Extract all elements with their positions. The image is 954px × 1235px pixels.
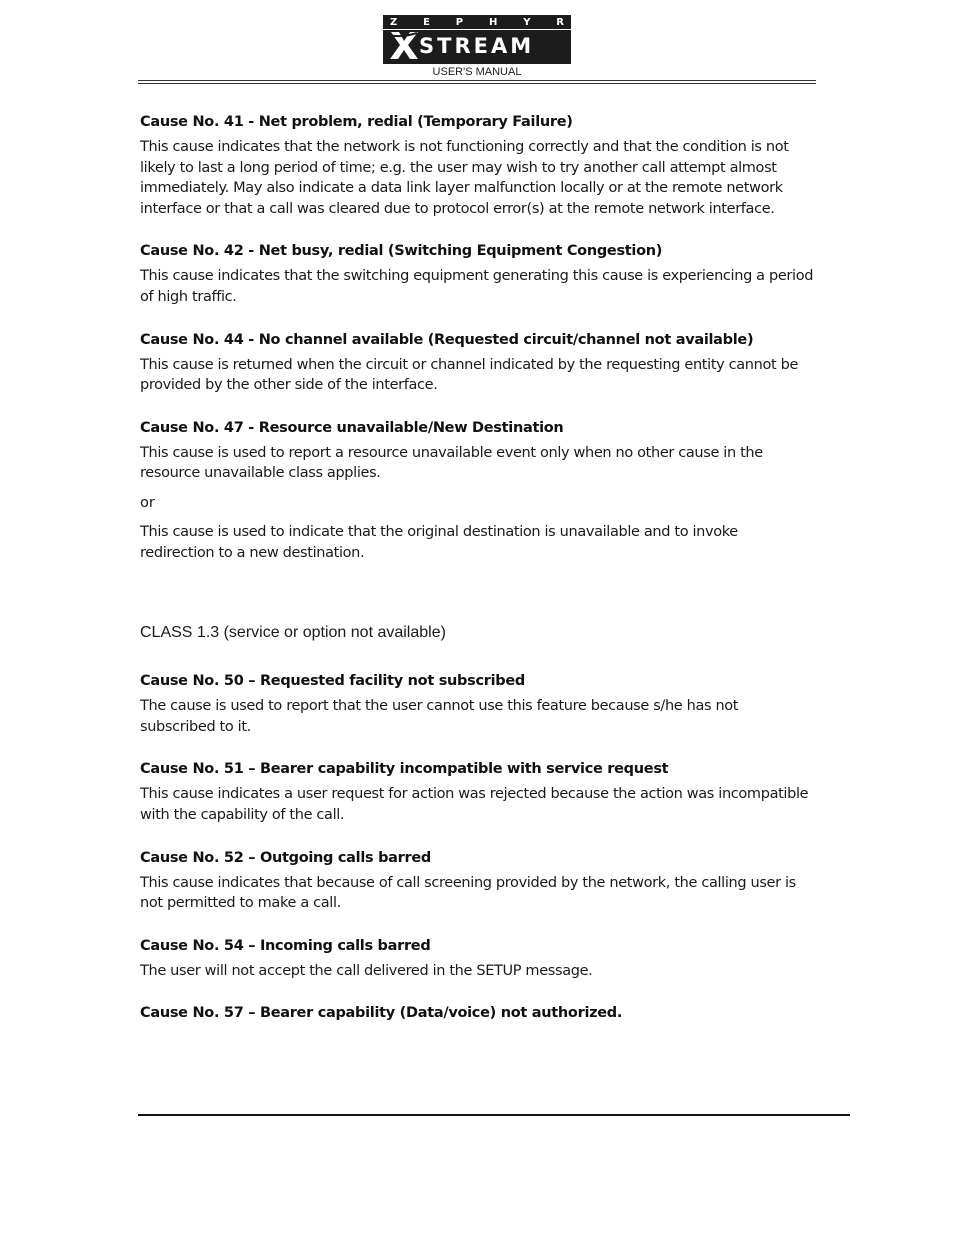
cause-heading: Cause No. 50 – Requested facility not subscribed bbox=[140, 673, 525, 690]
logo-letter: Z bbox=[390, 16, 398, 28]
cause-heading: Cause No. 47 - Resource unavailable/New Destination bbox=[140, 419, 564, 436]
cause-heading: Cause No. 44 - No channel available (Requested circuit/channel not available) bbox=[140, 331, 754, 348]
footer-divider bbox=[138, 1114, 850, 1116]
cause-heading: Cause No. 41 - Net problem, redial (Temporary Failure) bbox=[140, 114, 573, 130]
cause-description: This cause is used to report a resource unavailable event only when no other cause in the resource unavailable class applies. bbox=[140, 444, 763, 482]
logo-letter: P bbox=[455, 16, 464, 28]
cause-section bbox=[140, 112, 816, 219]
cause-section bbox=[140, 936, 816, 982]
logo-brand-letters bbox=[383, 15, 571, 30]
header-divider bbox=[138, 80, 816, 81]
manual-label: USER'S MANUAL bbox=[432, 66, 522, 78]
logo-letter: E bbox=[423, 16, 430, 28]
cause-description: The user will not accept the call delivered in the SETUP message. bbox=[140, 962, 593, 979]
cause-section bbox=[140, 848, 816, 914]
logo-letter: H bbox=[488, 16, 498, 28]
logo-x-mark-icon bbox=[389, 29, 419, 62]
logo-letter: Y bbox=[523, 16, 531, 28]
cause-description: This cause indicates that the switching equipment generating this cause is experiencing a period of high traffic. bbox=[140, 268, 814, 305]
cause-section bbox=[140, 241, 816, 307]
cause-section bbox=[140, 330, 816, 396]
cause-section bbox=[140, 759, 816, 825]
cause-description: This cause indicates a user request for action was rejected because the action was incompatible with the capability of the call. bbox=[140, 786, 809, 823]
cause-section bbox=[140, 418, 816, 563]
cause-section bbox=[140, 671, 816, 737]
cause-heading: Cause No. 51 – Bearer capability incompatible with service request bbox=[140, 761, 669, 778]
cause-heading: Cause No. 57 – Bearer capability (Data/voice) not authorized. bbox=[140, 1005, 623, 1022]
cause-heading: Cause No. 52 – Outgoing calls barred bbox=[140, 849, 431, 866]
cause-description: This cause indicates that because of call screening provided by the network, the calling user is not permitted to make a call. bbox=[140, 874, 796, 912]
or-separator: or bbox=[140, 494, 155, 511]
cause-section bbox=[140, 1003, 816, 1024]
cause-description: This cause is returned when the circuit or channel indicated by the requesting entity cannot be provided by the other side of the interface. bbox=[140, 356, 799, 394]
logo-letter: R bbox=[556, 16, 564, 28]
header-divider bbox=[138, 83, 816, 84]
logo-wordmark: STREAM bbox=[419, 34, 535, 58]
class-heading: CLASS 1.3 (service or option not available) bbox=[140, 624, 446, 642]
cause-description: The cause is used to report that the user cannot use this feature because s/he has not subscribed to it. bbox=[140, 698, 739, 735]
cause-description: This cause indicates that the network is not functioning correctly and that the condition is not likely to last a long period of time; e.g. the user may wish to try another call attempt almost immediately. May also indicate a data link layer malfunction locally or at the remote network interface or that a call was cleared due to protocol error(s) at the remote network interface. bbox=[140, 139, 789, 217]
zephyr-xstream-logo bbox=[383, 15, 571, 64]
cause-heading: Cause No. 54 – Incoming calls barred bbox=[140, 937, 431, 954]
cause-description-alt: This cause is used to indicate that the original destination is unavailable and to invoke redirection to a new destination. bbox=[140, 523, 738, 561]
cause-heading: Cause No. 42 - Net busy, redial (Switching Equipment Congestion) bbox=[140, 243, 663, 260]
document-body bbox=[140, 112, 816, 1046]
